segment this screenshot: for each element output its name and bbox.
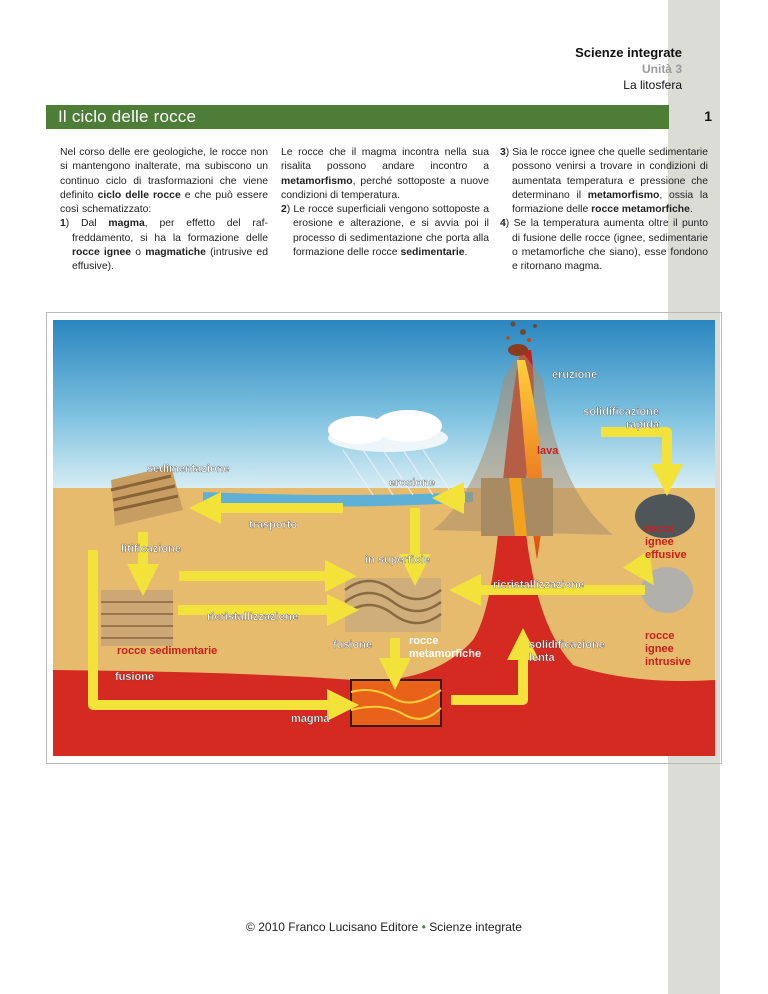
term-metamorfismo: metamorfismo — [281, 175, 353, 187]
label-ignee-effusive-1: rocce — [645, 523, 675, 535]
label-trasporto: trasporto — [249, 519, 298, 531]
footer-book-title: Scienze integrate — [429, 920, 522, 934]
term-rocce-ignee: rocce ignee — [72, 247, 132, 259]
label-in-superficie: in superficie — [365, 554, 430, 566]
point-1-text-3: o — [131, 247, 146, 259]
point-3-text: ) Sia le rocce ignee che quelle sedimentarie possono venirsi a trovare in condizioni di aumentata temperatura e pressione che determinano il — [505, 147, 708, 201]
term-magmatiche: magmatiche — [145, 247, 206, 259]
point-3-text-end: . — [689, 204, 693, 216]
text-column-3 — [500, 146, 708, 275]
point-4 — [500, 217, 708, 274]
label-ricristallizzazione-left: ricristallizzazione — [207, 611, 299, 623]
label-fusione-left: fusione — [115, 671, 155, 683]
metamorphism-text: Le rocce che il magma incontra nella sua risalita possono andare incontro a — [281, 147, 489, 173]
label-ignee-intrusive-3: intrusive — [645, 656, 691, 668]
label-ricristallizzazione-right: ricristallizzazione — [493, 579, 585, 591]
point-2-number: 2 — [281, 204, 287, 216]
point-2 — [281, 203, 489, 260]
section-number: 1 — [704, 108, 712, 124]
term-sedimentarie: sedimentarie — [400, 247, 465, 259]
point-3 — [500, 146, 708, 217]
volcano-cross-section — [481, 478, 553, 536]
section-title-bar — [46, 105, 722, 129]
intrusive-rock-sample — [641, 567, 693, 613]
label-ignee-effusive-2: ignee — [645, 536, 674, 548]
header-topic: La litosfera — [623, 78, 682, 92]
arrow-intrusive — [637, 560, 645, 572]
label-rocce-sedimentarie: rocce sedimentarie — [117, 645, 218, 657]
label-solidificazione-lenta-1: solidificazione — [529, 639, 605, 651]
label-magma: magma — [291, 713, 330, 725]
page-footer — [0, 920, 768, 934]
rock-cycle-diagram — [53, 320, 715, 756]
point-3-text-2: , ossia la formazione delle — [512, 189, 708, 216]
footer-copyright: © 2010 Franco Lucisano Editore — [246, 920, 419, 934]
cloud-puff-2 — [374, 410, 442, 442]
point-4-text: ) Se la temperatura aumenta oltre il punto di fusione delle rocce (ignee, sedimentarie o metamorfiche che siano), esse fondono e ritornano magma. — [505, 218, 708, 273]
intro-paragraph — [60, 146, 268, 217]
text-column-2 — [281, 146, 489, 260]
header-unit: Unità 3 — [641, 62, 682, 76]
section-title: Il ciclo delle rocce — [58, 107, 197, 126]
intro-text: Nel corso delle ere geologiche, le rocce non si mantengono inalterate, ma subiscono un continuo ciclo di trasformazioni che viene definito — [60, 147, 268, 201]
point-1-number: 1 — [60, 218, 66, 230]
label-ignee-effusive-3: effusive — [645, 549, 687, 561]
term-metamorfismo-2: metamorfismo — [587, 189, 660, 201]
intro-text-end: e che può essere così schematizzato: — [60, 189, 268, 216]
point-1-text: ) Dal — [65, 218, 109, 230]
text-column-1 — [60, 146, 268, 275]
point-1 — [60, 217, 268, 274]
label-solidificazione-rapida-1: solidificazione — [583, 406, 659, 418]
metamorphism-paragraph — [281, 146, 489, 203]
label-fusione-mid: fusione — [333, 639, 373, 651]
term-rocce-metamorfiche: rocce metamorfiche — [591, 204, 690, 216]
term-magma: magma — [108, 218, 145, 230]
metamorphism-text-end: , perché sottoposte a nuove condizioni di temperatura. — [281, 175, 489, 201]
label-lava: lava — [537, 445, 559, 457]
lithification-block — [101, 590, 173, 646]
label-sedimentazione: sedimentazione — [147, 463, 230, 475]
label-solidificazione-lenta-2: lenta — [529, 652, 555, 664]
point-1-text-2: , per effetto del raffreddamento, si ha la formazione delle — [72, 218, 268, 244]
point-2-text: ) Le rocce superficiali vengono sottoposte a erosione e alterazione, e si avvia poi il processo di sedimentazione che porta alla formazione delle rocce — [286, 204, 489, 259]
footer-separator: • — [421, 920, 426, 934]
point-4-number: 4 — [500, 218, 506, 230]
intro-term: ciclo delle rocce — [97, 189, 181, 201]
magma-block — [351, 680, 441, 726]
point-1-text-4: (intrusive ed effusive). — [72, 247, 268, 273]
label-rocce-metamorfiche-2: metamorfiche — [409, 648, 482, 660]
point-2-text-end: . — [464, 247, 468, 259]
label-erosione: erosione — [389, 477, 435, 489]
label-ignee-intrusive-1: rocce — [645, 630, 675, 642]
point-3-number: 3 — [500, 147, 506, 158]
label-solidificazione-rapida-2: rapida — [625, 419, 659, 431]
metamorphic-block — [345, 578, 441, 632]
label-ignee-intrusive-2: ignee — [645, 643, 674, 655]
label-litificazione: litificazione — [121, 543, 181, 555]
label-rocce-metamorfiche-1: rocce — [409, 635, 439, 647]
page-header — [575, 44, 682, 93]
header-subject: Scienze integrate — [575, 45, 682, 60]
label-eruzione: eruzione — [552, 369, 598, 381]
